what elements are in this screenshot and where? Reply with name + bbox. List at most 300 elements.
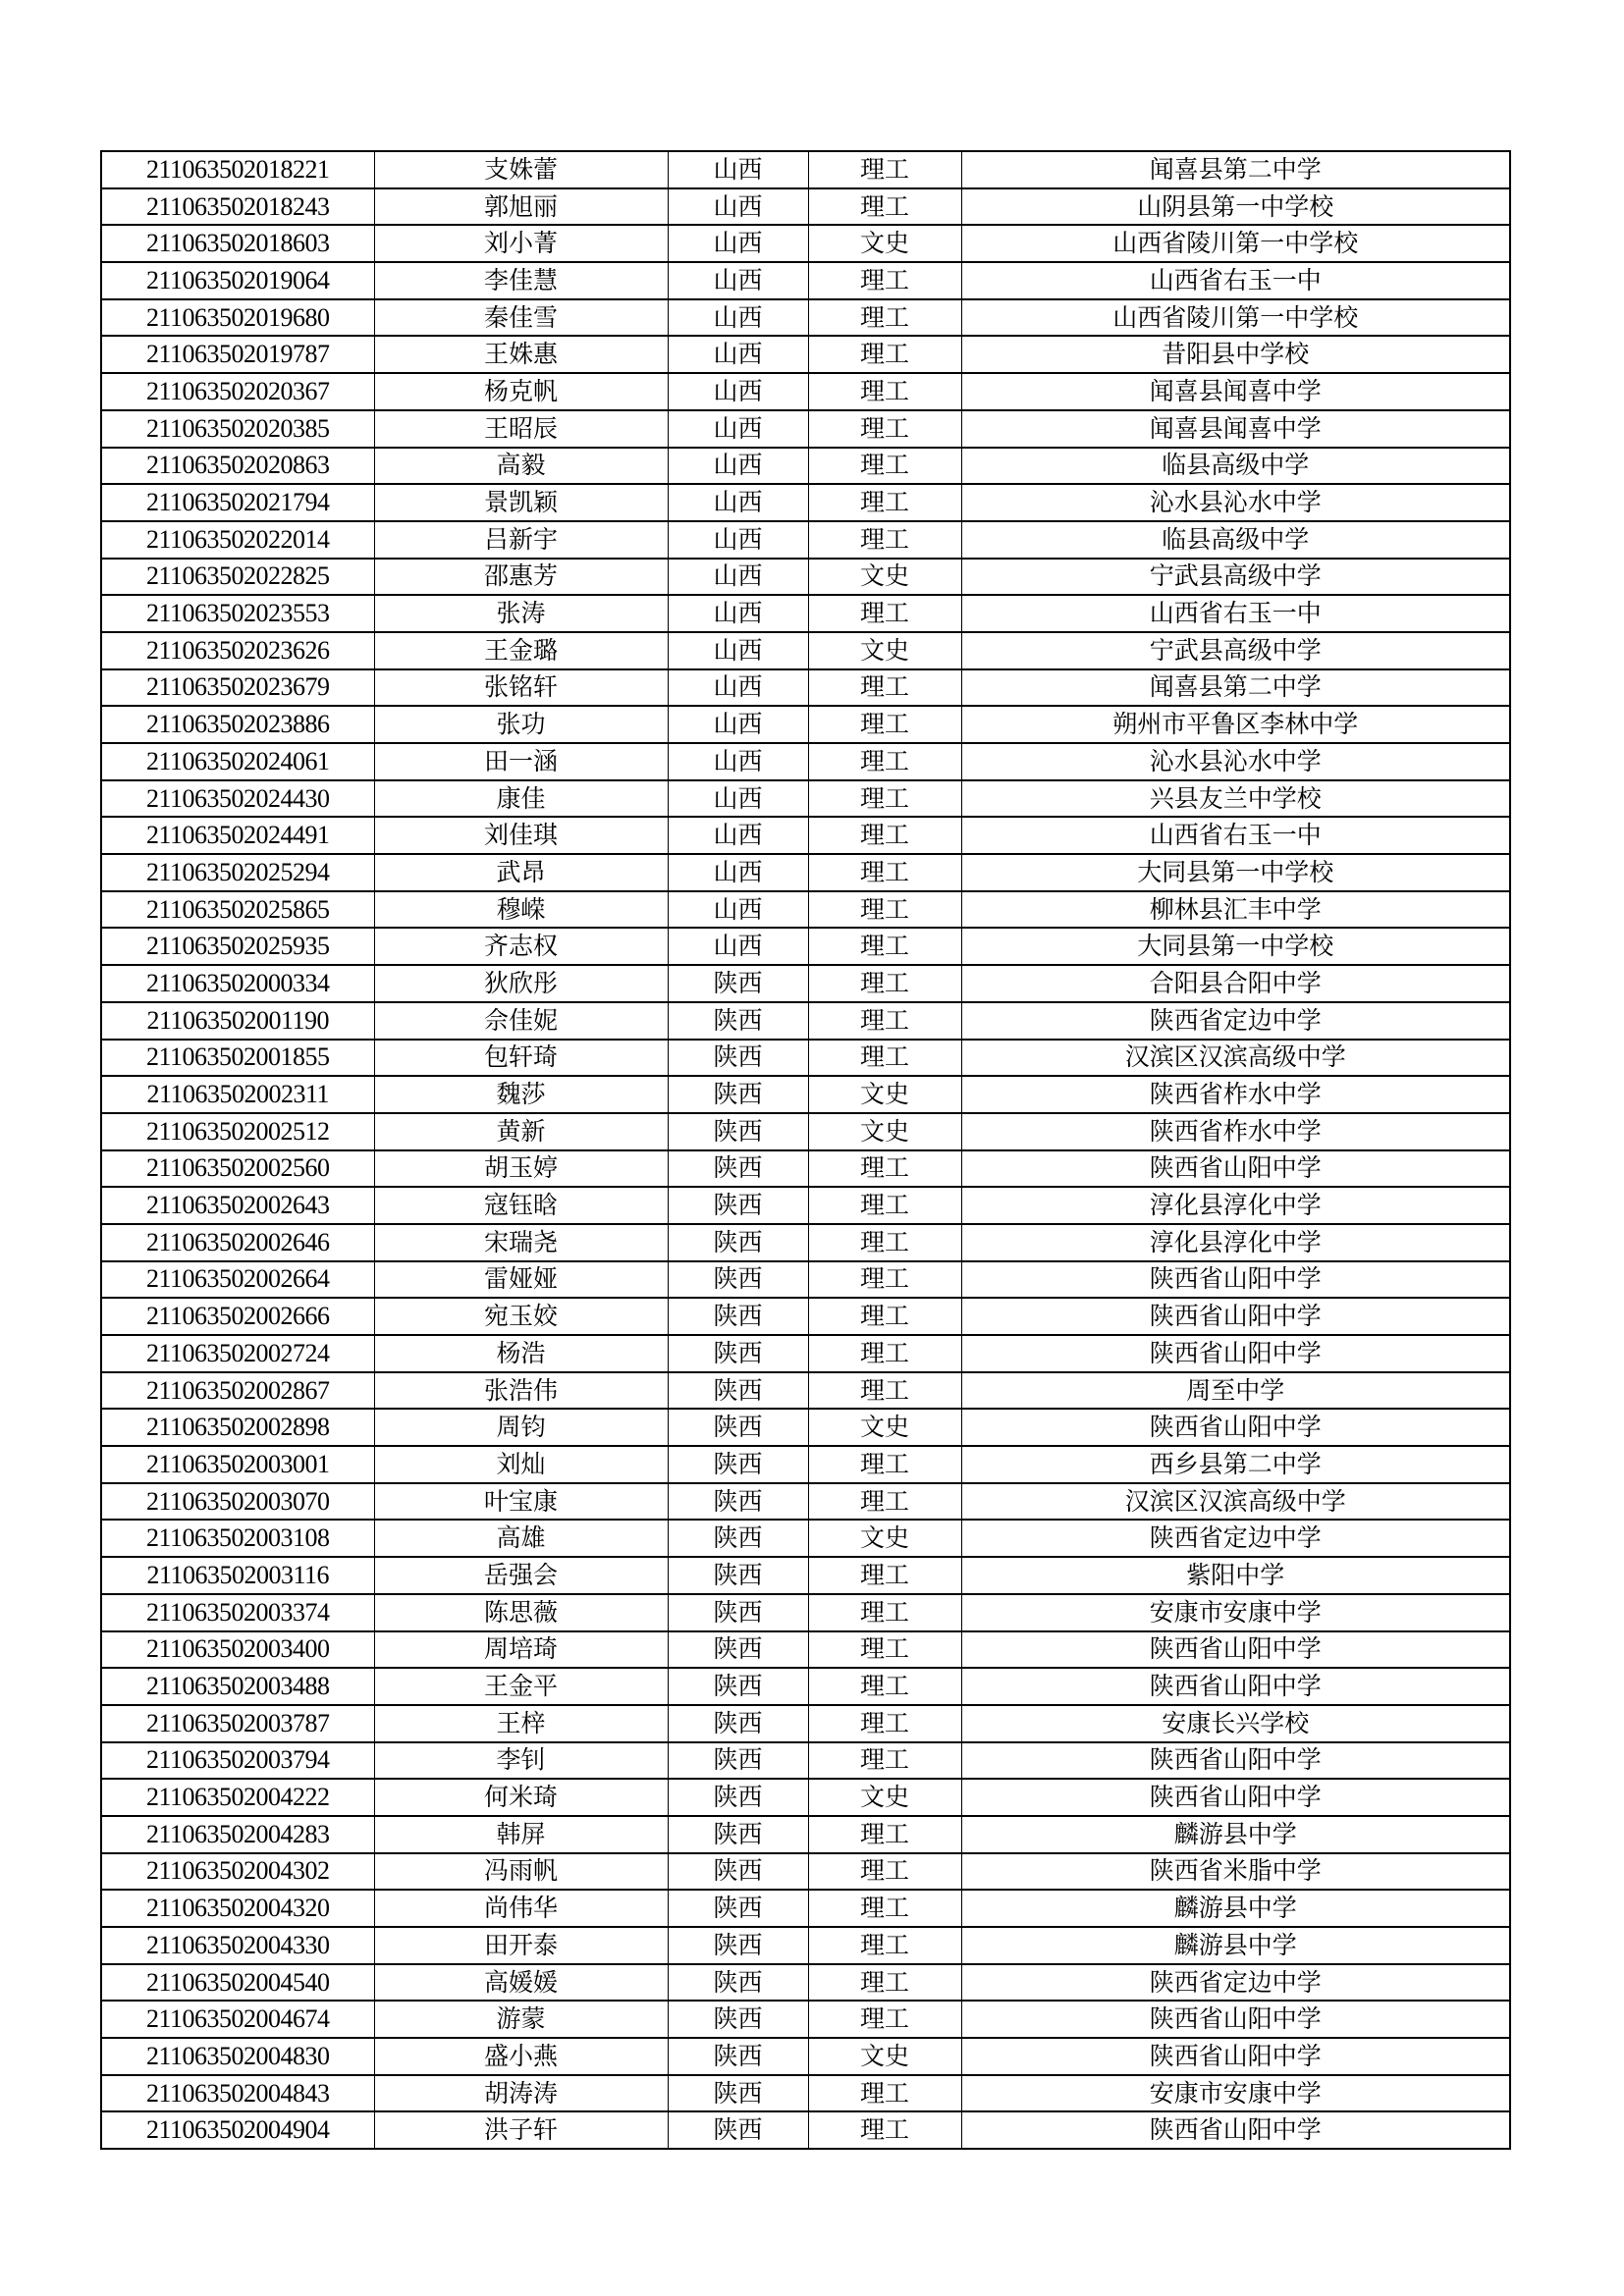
table-row: [101, 262, 1510, 299]
cell-school: 兴县友兰中学校: [961, 780, 1510, 818]
cell-exam-id: 211063502001855: [101, 1040, 374, 1077]
cell-subject-type: 文史: [808, 632, 961, 669]
cell-subject-type: 理工: [808, 1594, 961, 1631]
cell-subject-type: 理工: [808, 2111, 961, 2149]
cell-name: 张浩伟: [374, 1372, 668, 1410]
table-row: [101, 817, 1510, 854]
table-row: [101, 1150, 1510, 1188]
table-row: [101, 743, 1510, 780]
cell-name: 高媛媛: [374, 1964, 668, 2002]
cell-name: 宛玉姣: [374, 1298, 668, 1335]
cell-subject-type: 理工: [808, 373, 961, 410]
cell-name: 康佳: [374, 780, 668, 818]
cell-province: 山西: [668, 151, 808, 188]
cell-province: 山西: [668, 632, 808, 669]
cell-name: 高雄: [374, 1520, 668, 1557]
cell-province: 陕西: [668, 1705, 808, 1742]
cell-province: 陕西: [668, 1927, 808, 1964]
cell-exam-id: 211063502024430: [101, 780, 374, 818]
cell-province: 陕西: [668, 1409, 808, 1446]
cell-name: 李钊: [374, 1742, 668, 1780]
cell-name: 田一涵: [374, 743, 668, 780]
table-row: [101, 1668, 1510, 1705]
table-row: [101, 1594, 1510, 1631]
cell-school: 闻喜县闻喜中学: [961, 373, 1510, 410]
cell-name: 佘佳妮: [374, 1002, 668, 1040]
cell-exam-id: 211063502022825: [101, 559, 374, 596]
cell-province: 山西: [668, 595, 808, 632]
cell-name: 王梓: [374, 1705, 668, 1742]
cell-exam-id: 211063502002898: [101, 1409, 374, 1446]
table-row: [101, 2111, 1510, 2149]
cell-school: 山西省陵川第一中学校: [961, 225, 1510, 262]
cell-province: 陕西: [668, 1335, 808, 1372]
table-row: [101, 1816, 1510, 1853]
cell-name: 秦佳雪: [374, 299, 668, 337]
cell-name: 冯雨帆: [374, 1853, 668, 1891]
table-row: [101, 780, 1510, 818]
cell-school: 安康市安康中学: [961, 2075, 1510, 2112]
cell-name: 武昂: [374, 854, 668, 891]
cell-school: 陕西省山阳中学: [961, 1150, 1510, 1188]
cell-name: 狄欣彤: [374, 965, 668, 1002]
cell-exam-id: 211063502004904: [101, 2111, 374, 2149]
cell-province: 山西: [668, 336, 808, 373]
cell-exam-id: 211063502025865: [101, 891, 374, 929]
table-row: [101, 2001, 1510, 2038]
cell-subject-type: 理工: [808, 1002, 961, 1040]
cell-school: 陕西省柞水中学: [961, 1113, 1510, 1150]
table-row: [101, 2075, 1510, 2112]
cell-subject-type: 理工: [808, 2075, 961, 2112]
cell-subject-type: 理工: [808, 151, 961, 188]
cell-name: 景凯颖: [374, 484, 668, 521]
table-row: [101, 1076, 1510, 1113]
table-row: [101, 1520, 1510, 1557]
cell-exam-id: 211063502019787: [101, 336, 374, 373]
cell-school: 闻喜县第二中学: [961, 669, 1510, 707]
cell-subject-type: 文史: [808, 225, 961, 262]
cell-name: 宋瑞尧: [374, 1224, 668, 1261]
table-row: [101, 1335, 1510, 1372]
cell-exam-id: 211063502004320: [101, 1890, 374, 1927]
cell-subject-type: 理工: [808, 1483, 961, 1521]
cell-subject-type: 理工: [808, 336, 961, 373]
cell-school: 临县高级中学: [961, 521, 1510, 559]
cell-province: 山西: [668, 262, 808, 299]
cell-school: 山西省陵川第一中学校: [961, 299, 1510, 337]
table-row: [101, 1779, 1510, 1816]
table-row: [101, 1040, 1510, 1077]
table-row: [101, 706, 1510, 743]
cell-school: 山西省右玉一中: [961, 595, 1510, 632]
cell-school: 闻喜县闻喜中学: [961, 410, 1510, 448]
cell-exam-id: 211063502002867: [101, 1372, 374, 1410]
table-row: [101, 336, 1510, 373]
cell-province: 山西: [668, 521, 808, 559]
cell-name: 陈思薇: [374, 1594, 668, 1631]
table-row: [101, 2038, 1510, 2075]
cell-exam-id: 211063502024061: [101, 743, 374, 780]
table-row: [101, 632, 1510, 669]
cell-province: 陕西: [668, 1779, 808, 1816]
admission-list-table: [100, 150, 1511, 2150]
cell-province: 陕西: [668, 2111, 808, 2149]
cell-school: 周至中学: [961, 1372, 1510, 1410]
cell-name: 周钧: [374, 1409, 668, 1446]
cell-school: 陕西省山阳中学: [961, 2111, 1510, 2149]
cell-name: 刘灿: [374, 1446, 668, 1483]
cell-exam-id: 211063502018603: [101, 225, 374, 262]
cell-subject-type: 文史: [808, 1520, 961, 1557]
table-row: [101, 1964, 1510, 2002]
cell-subject-type: 理工: [808, 521, 961, 559]
cell-school: 大同县第一中学校: [961, 928, 1510, 965]
cell-name: 何米琦: [374, 1779, 668, 1816]
cell-exam-id: 211063502002560: [101, 1150, 374, 1188]
cell-subject-type: 理工: [808, 1705, 961, 1742]
cell-subject-type: 理工: [808, 448, 961, 485]
cell-subject-type: 理工: [808, 1631, 961, 1669]
cell-province: 陕西: [668, 1372, 808, 1410]
table-row: [101, 1742, 1510, 1780]
table-row: [101, 595, 1510, 632]
cell-province: 山西: [668, 448, 808, 485]
cell-exam-id: 211063502019680: [101, 299, 374, 337]
cell-province: 陕西: [668, 2075, 808, 2112]
cell-province: 山西: [668, 225, 808, 262]
cell-province: 陕西: [668, 1890, 808, 1927]
cell-exam-id: 211063502004302: [101, 1853, 374, 1891]
table-row: [101, 1298, 1510, 1335]
cell-province: 山西: [668, 780, 808, 818]
cell-exam-id: 211063502019064: [101, 262, 374, 299]
cell-exam-id: 211063502000334: [101, 965, 374, 1002]
cell-exam-id: 211063502021794: [101, 484, 374, 521]
cell-province: 陕西: [668, 1853, 808, 1891]
cell-exam-id: 211063502002724: [101, 1335, 374, 1372]
cell-province: 山西: [668, 373, 808, 410]
cell-province: 陕西: [668, 1742, 808, 1780]
cell-exam-id: 211063502025294: [101, 854, 374, 891]
cell-province: 山西: [668, 484, 808, 521]
cell-exam-id: 211063502004674: [101, 2001, 374, 2038]
cell-exam-id: 211063502003374: [101, 1594, 374, 1631]
cell-school: 沁水县沁水中学: [961, 743, 1510, 780]
cell-subject-type: 理工: [808, 965, 961, 1002]
cell-school: 安康市安康中学: [961, 1594, 1510, 1631]
cell-exam-id: 211063502004283: [101, 1816, 374, 1853]
cell-exam-id: 211063502002646: [101, 1224, 374, 1261]
cell-name: 包轩琦: [374, 1040, 668, 1077]
cell-subject-type: 理工: [808, 1372, 961, 1410]
cell-subject-type: 理工: [808, 1853, 961, 1891]
table-row: [101, 1224, 1510, 1261]
cell-school: 宁武县高级中学: [961, 559, 1510, 596]
cell-school: 西乡县第二中学: [961, 1446, 1510, 1483]
cell-subject-type: 文史: [808, 2038, 961, 2075]
table-row: [101, 151, 1510, 188]
table-row: [101, 928, 1510, 965]
cell-name: 周培琦: [374, 1631, 668, 1669]
cell-school: 陕西省柞水中学: [961, 1076, 1510, 1113]
cell-subject-type: 理工: [808, 262, 961, 299]
cell-province: 陕西: [668, 1150, 808, 1188]
table-row: [101, 410, 1510, 448]
cell-subject-type: 理工: [808, 299, 961, 337]
cell-exam-id: 211063502001190: [101, 1002, 374, 1040]
cell-subject-type: 理工: [808, 1816, 961, 1853]
cell-name: 高毅: [374, 448, 668, 485]
cell-name: 王姝惠: [374, 336, 668, 373]
cell-province: 陕西: [668, 965, 808, 1002]
cell-school: 陕西省山阳中学: [961, 1298, 1510, 1335]
cell-subject-type: 理工: [808, 706, 961, 743]
cell-name: 游蒙: [374, 2001, 668, 2038]
cell-exam-id: 211063502004222: [101, 1779, 374, 1816]
cell-subject-type: 理工: [808, 1040, 961, 1077]
cell-school: 紫阳中学: [961, 1557, 1510, 1594]
cell-name: 黄新: [374, 1113, 668, 1150]
cell-name: 张铭轩: [374, 669, 668, 707]
cell-subject-type: 理工: [808, 1742, 961, 1780]
table-row: [101, 1187, 1510, 1224]
cell-name: 齐志权: [374, 928, 668, 965]
cell-province: 陕西: [668, 1520, 808, 1557]
cell-exam-id: 211063502003794: [101, 1742, 374, 1780]
cell-exam-id: 211063502004830: [101, 2038, 374, 2075]
cell-province: 陕西: [668, 1224, 808, 1261]
cell-province: 山西: [668, 743, 808, 780]
cell-school: 陕西省山阳中学: [961, 1742, 1510, 1780]
cell-subject-type: 理工: [808, 780, 961, 818]
cell-exam-id: 211063502002512: [101, 1113, 374, 1150]
cell-province: 陕西: [668, 1187, 808, 1224]
cell-exam-id: 211063502003070: [101, 1483, 374, 1521]
cell-subject-type: 理工: [808, 2001, 961, 2038]
cell-name: 魏莎: [374, 1076, 668, 1113]
cell-province: 山西: [668, 669, 808, 707]
cell-exam-id: 211063502020863: [101, 448, 374, 485]
cell-exam-id: 211063502020385: [101, 410, 374, 448]
cell-subject-type: 理工: [808, 1150, 961, 1188]
cell-school: 合阳县合阳中学: [961, 965, 1510, 1002]
cell-school: 临县高级中学: [961, 448, 1510, 485]
cell-subject-type: 理工: [808, 1261, 961, 1299]
cell-province: 山西: [668, 410, 808, 448]
cell-name: 王金璐: [374, 632, 668, 669]
cell-name: 邵惠芳: [374, 559, 668, 596]
table-row: [101, 965, 1510, 1002]
table-row: [101, 188, 1510, 226]
cell-school: 山阴县第一中学校: [961, 188, 1510, 226]
cell-name: 杨克帆: [374, 373, 668, 410]
cell-name: 杨浩: [374, 1335, 668, 1372]
cell-subject-type: 文史: [808, 1076, 961, 1113]
cell-exam-id: 211063502004330: [101, 1927, 374, 1964]
cell-province: 陕西: [668, 2038, 808, 2075]
cell-subject-type: 理工: [808, 854, 961, 891]
cell-exam-id: 211063502018243: [101, 188, 374, 226]
table-row: [101, 1557, 1510, 1594]
cell-name: 王昭辰: [374, 410, 668, 448]
cell-province: 山西: [668, 706, 808, 743]
cell-province: 陕西: [668, 1040, 808, 1077]
cell-province: 山西: [668, 299, 808, 337]
cell-province: 陕西: [668, 1483, 808, 1521]
cell-name: 雷娅娅: [374, 1261, 668, 1299]
cell-province: 山西: [668, 928, 808, 965]
cell-school: 闻喜县第二中学: [961, 151, 1510, 188]
cell-school: 大同县第一中学校: [961, 854, 1510, 891]
cell-school: 陕西省山阳中学: [961, 2038, 1510, 2075]
cell-name: 尚伟华: [374, 1890, 668, 1927]
cell-school: 陕西省定边中学: [961, 1964, 1510, 2002]
cell-subject-type: 理工: [808, 1335, 961, 1372]
cell-name: 郭旭丽: [374, 188, 668, 226]
cell-school: 陕西省山阳中学: [961, 1631, 1510, 1669]
cell-name: 张功: [374, 706, 668, 743]
table-row: [101, 854, 1510, 891]
cell-name: 盛小燕: [374, 2038, 668, 2075]
cell-exam-id: 211063502002666: [101, 1298, 374, 1335]
cell-exam-id: 211063502018221: [101, 151, 374, 188]
cell-exam-id: 211063502024491: [101, 817, 374, 854]
cell-subject-type: 理工: [808, 1446, 961, 1483]
cell-exam-id: 211063502004540: [101, 1964, 374, 2002]
cell-school: 汉滨区汉滨高级中学: [961, 1040, 1510, 1077]
cell-name: 叶宝康: [374, 1483, 668, 1521]
cell-subject-type: 理工: [808, 669, 961, 707]
cell-province: 陕西: [668, 1668, 808, 1705]
cell-name: 李佳慧: [374, 262, 668, 299]
cell-school: 昔阳县中学校: [961, 336, 1510, 373]
table-row: [101, 559, 1510, 596]
cell-subject-type: 理工: [808, 1668, 961, 1705]
cell-province: 陕西: [668, 1557, 808, 1594]
table-row: [101, 1446, 1510, 1483]
cell-province: 陕西: [668, 1261, 808, 1299]
cell-province: 山西: [668, 817, 808, 854]
cell-exam-id: 211063502023626: [101, 632, 374, 669]
cell-school: 山西省右玉一中: [961, 262, 1510, 299]
cell-subject-type: 理工: [808, 1927, 961, 1964]
table-row: [101, 1927, 1510, 1964]
cell-school: 麟游县中学: [961, 1816, 1510, 1853]
table-row: [101, 1261, 1510, 1299]
cell-school: 麟游县中学: [961, 1890, 1510, 1927]
cell-school: 陕西省山阳中学: [961, 1668, 1510, 1705]
cell-province: 陕西: [668, 2001, 808, 2038]
cell-school: 朔州市平鲁区李林中学: [961, 706, 1510, 743]
cell-name: 胡玉婷: [374, 1150, 668, 1188]
cell-school: 宁武县高级中学: [961, 632, 1510, 669]
cell-subject-type: 文史: [808, 1113, 961, 1150]
cell-school: 陕西省定边中学: [961, 1520, 1510, 1557]
cell-subject-type: 文史: [808, 1779, 961, 1816]
cell-exam-id: 211063502003787: [101, 1705, 374, 1742]
cell-school: 柳林县汇丰中学: [961, 891, 1510, 929]
cell-exam-id: 211063502003488: [101, 1668, 374, 1705]
cell-exam-id: 211063502002643: [101, 1187, 374, 1224]
cell-province: 山西: [668, 891, 808, 929]
cell-province: 陕西: [668, 1113, 808, 1150]
cell-name: 王金平: [374, 1668, 668, 1705]
cell-subject-type: 文史: [808, 1409, 961, 1446]
table-row: [101, 1409, 1510, 1446]
cell-province: 陕西: [668, 1002, 808, 1040]
cell-exam-id: 211063502003400: [101, 1631, 374, 1669]
cell-subject-type: 理工: [808, 928, 961, 965]
cell-province: 陕西: [668, 1631, 808, 1669]
table-row: [101, 448, 1510, 485]
cell-subject-type: 理工: [808, 1557, 961, 1594]
table-row: [101, 1483, 1510, 1521]
cell-school: 陕西省米脂中学: [961, 1853, 1510, 1891]
cell-province: 山西: [668, 188, 808, 226]
cell-exam-id: 211063502003001: [101, 1446, 374, 1483]
table-row: [101, 299, 1510, 337]
cell-subject-type: 理工: [808, 484, 961, 521]
cell-province: 山西: [668, 559, 808, 596]
cell-subject-type: 理工: [808, 1224, 961, 1261]
cell-school: 安康长兴学校: [961, 1705, 1510, 1742]
cell-school: 陕西省山阳中学: [961, 1335, 1510, 1372]
cell-name: 张涛: [374, 595, 668, 632]
cell-province: 陕西: [668, 1594, 808, 1631]
cell-exam-id: 211063502023886: [101, 706, 374, 743]
table-row: [101, 1631, 1510, 1669]
cell-exam-id: 211063502002311: [101, 1076, 374, 1113]
cell-school: 陕西省山阳中学: [961, 1779, 1510, 1816]
cell-subject-type: 理工: [808, 1187, 961, 1224]
cell-exam-id: 211063502004843: [101, 2075, 374, 2112]
cell-school: 陕西省山阳中学: [961, 1409, 1510, 1446]
cell-province: 陕西: [668, 1298, 808, 1335]
cell-subject-type: 理工: [808, 1298, 961, 1335]
table-row: [101, 225, 1510, 262]
cell-province: 陕西: [668, 1964, 808, 2002]
cell-school: 山西省右玉一中: [961, 817, 1510, 854]
cell-subject-type: 理工: [808, 891, 961, 929]
cell-exam-id: 211063502002664: [101, 1261, 374, 1299]
cell-name: 韩屏: [374, 1816, 668, 1853]
cell-exam-id: 211063502023553: [101, 595, 374, 632]
cell-name: 寇钰晗: [374, 1187, 668, 1224]
table-body: [101, 151, 1510, 2149]
table-row: [101, 484, 1510, 521]
table-row: [101, 1853, 1510, 1891]
cell-exam-id: 211063502003108: [101, 1520, 374, 1557]
cell-subject-type: 理工: [808, 595, 961, 632]
cell-school: 淳化县淳化中学: [961, 1187, 1510, 1224]
cell-subject-type: 理工: [808, 743, 961, 780]
cell-province: 山西: [668, 854, 808, 891]
cell-subject-type: 理工: [808, 817, 961, 854]
cell-name: 吕新宇: [374, 521, 668, 559]
cell-school: 陕西省山阳中学: [961, 1261, 1510, 1299]
cell-school: 陕西省定边中学: [961, 1002, 1510, 1040]
table-row: [101, 1002, 1510, 1040]
cell-name: 穆嵘: [374, 891, 668, 929]
cell-subject-type: 文史: [808, 559, 961, 596]
table-row: [101, 1372, 1510, 1410]
cell-subject-type: 理工: [808, 1964, 961, 2002]
cell-exam-id: 211063502025935: [101, 928, 374, 965]
cell-exam-id: 211063502022014: [101, 521, 374, 559]
table-row: [101, 1705, 1510, 1742]
cell-school: 淳化县淳化中学: [961, 1224, 1510, 1261]
